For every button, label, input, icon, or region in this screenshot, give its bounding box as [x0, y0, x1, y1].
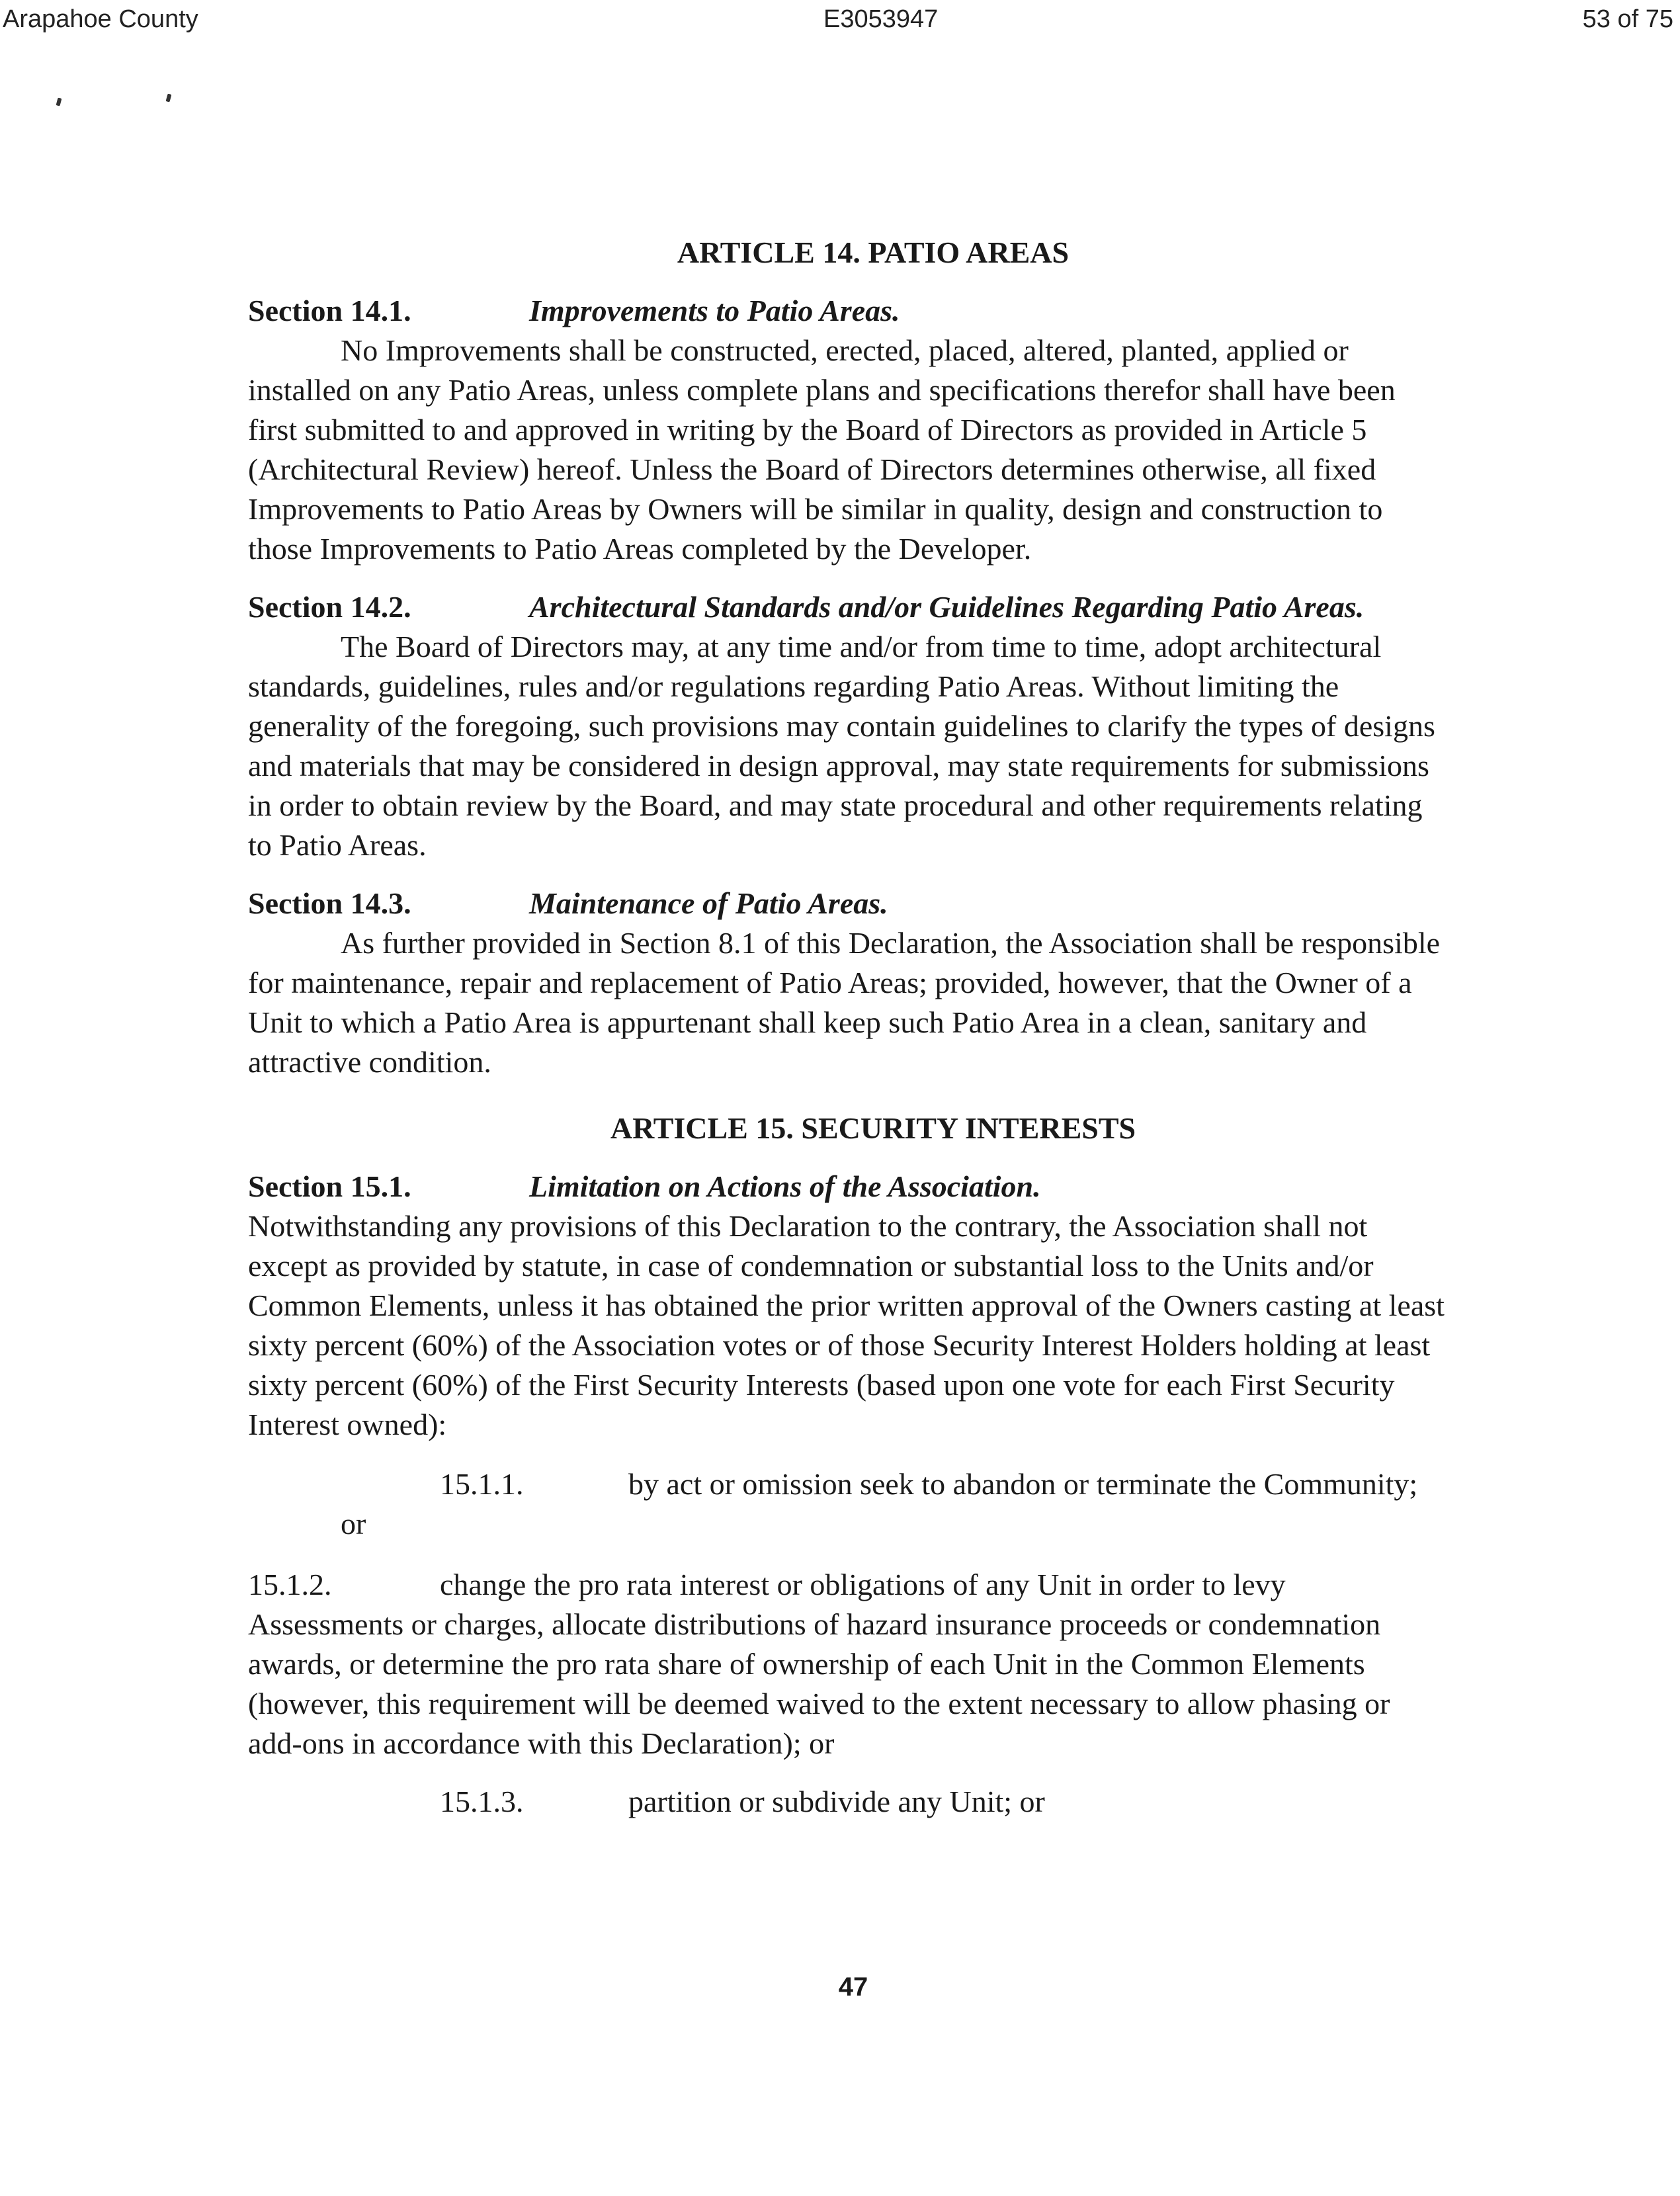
section-14-2-body: The Board of Directors may, at any time and/or from time to time, adopt architectural standards, guidelines, rules and/or regulations regarding Patio Areas. Without limiting the generality of the foregoing, such provisions may contain guidelines to clarify the types of designs and materials that may be considered in design approval, may state requirements for submissions in order to obtain review by the Board, and may state procedural and other requirements relating to Patio Areas.	[248, 630, 1435, 862]
section-14-3-heading	[248, 884, 1445, 923]
section-15-1-heading	[248, 1167, 1445, 1206]
list-item-15-1-2	[248, 1565, 1445, 1763]
article-14-heading: ARTICLE 14. PATIO AREAS	[677, 235, 1070, 269]
list-item-number: 15.1.2.	[248, 1568, 332, 1601]
section-title: Limitation on Actions of the Association.	[529, 1169, 1041, 1203]
section-number: Section 14.2.	[248, 590, 411, 624]
section-14-1-body: No Improvements shall be constructed, erected, placed, altered, planted, applied or installed on any Patio Areas, unless complete plans and specifications therefor shall have been first submitted to and approved in writing by the Board of Directors as provided in Article 5 (Architectural Review) hereof. Unless the Board of Directors determines otherwise, all fixed Improvements to Patio Areas by Owners will be similar in quality, design and construction to those Improvements to Patio Areas completed by the Developer.	[248, 333, 1396, 566]
section-14-2-heading	[248, 587, 1445, 627]
header-page-count: 53 of 75	[1582, 5, 1673, 33]
section-title: Improvements to Patio Areas.	[529, 294, 900, 327]
list-item-15-1-3	[248, 1782, 1445, 1822]
page-number: 47	[838, 1972, 868, 2002]
document-page	[248, 233, 1445, 1822]
scan-speck	[56, 97, 62, 106]
list-item-text: change the pro rata interest or obligations of any Unit in order to levy Assessments or charges, allocate distributions of hazard insurance proceeds or condemnation awards, or determine the pro rata share of ownership of each Unit in the Common Elements (however, this requirement will be deemed waived to the extent necessary to allow phasing or add-ons in accordance with this Declaration); or	[248, 1568, 1390, 1760]
list-connector-or: or	[341, 1507, 366, 1541]
list-item-number: 15.1.1.	[440, 1467, 524, 1501]
list-item-text: partition or subdivide any Unit; or	[628, 1785, 1045, 1818]
header-document-id: E3053947	[823, 5, 939, 33]
list-item-15-1-1	[248, 1464, 1445, 1504]
section-title: Maintenance of Patio Areas.	[529, 886, 888, 920]
scan-speck	[166, 93, 172, 102]
section-14-3-body: As further provided in Section 8.1 of this Declaration, the Association shall be responsible for maintenance, repair and replacement of Patio Areas; provided, however, that the Owner of a Unit to which a Patio Area is appurtenant shall keep such Patio Area in a clean, sanitary and attractive condition.	[248, 926, 1441, 1079]
section-number: Section 14.1.	[248, 294, 411, 327]
section-number: Section 15.1.	[248, 1169, 411, 1203]
header-county: Arapahoe County	[3, 5, 198, 33]
article-15-heading: ARTICLE 15. SECURITY INTERESTS	[610, 1111, 1136, 1145]
list-item-text: by act or omission seek to abandon or terminate the Community;	[628, 1467, 1418, 1501]
section-title: Architectural Standards and/or Guidelines Regarding Patio Areas.	[529, 590, 1365, 624]
section-15-1-body: Notwithstanding any provisions of this Declaration to the contrary, the Association shall not except as provided by statute, in case of condemnation or substantial loss to the Units and/or Common Elements, unless it has obtained the prior written approval of the Owners casting at least sixty percent (60%) of the Association votes or of those Security Interest Holders holding at least sixty percent (60%) of the First Security Interests (based upon one vote for each First Security Interest owned):	[248, 1209, 1445, 1441]
section-14-1-heading	[248, 291, 1445, 331]
section-number: Section 14.3.	[248, 886, 411, 920]
list-item-number: 15.1.3.	[440, 1785, 524, 1818]
